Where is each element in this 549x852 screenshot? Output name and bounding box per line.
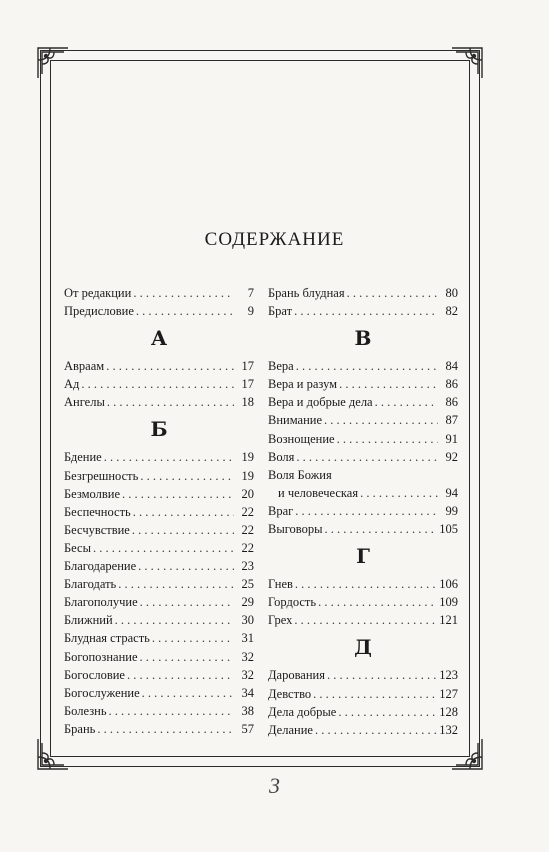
toc-entry-page: 57: [241, 721, 254, 736]
toc-entry-page: 91: [445, 431, 458, 446]
corner-ornament-icon: [36, 737, 70, 771]
dot-leader: [142, 684, 234, 702]
toc-entry-label: Бдение: [64, 450, 102, 465]
dot-leader: [337, 430, 438, 448]
toc-entry-label: Вера: [268, 359, 294, 374]
dot-leader: [138, 557, 234, 575]
toc-entry-label: Благополучие: [64, 595, 138, 610]
dot-leader: [315, 721, 437, 739]
toc-entry-page: 32: [241, 649, 254, 664]
toc-entry-page: 9: [247, 304, 254, 319]
dot-leader: [136, 302, 234, 320]
section-letter: Б: [150, 417, 168, 442]
dot-leader: [127, 666, 234, 684]
toc-entry: [268, 611, 458, 629]
dot-leader: [132, 521, 234, 539]
toc-entry-page: 82: [445, 304, 458, 319]
toc-entry-label: Ближний: [64, 613, 113, 628]
toc-entry-page: 23: [241, 559, 254, 574]
dot-leader: [152, 629, 234, 647]
toc-entry-label: Безмолвие: [64, 486, 121, 501]
toc-entry: [64, 666, 254, 684]
toc-entry-label: Богослужение: [64, 685, 140, 700]
toc-entry: [268, 448, 458, 466]
toc-entry-label: Вознощение: [268, 431, 335, 446]
dot-leader: [118, 575, 234, 593]
toc-entry-page: 22: [241, 540, 254, 555]
dot-leader: [93, 539, 234, 557]
toc-entry-label: Дарования: [268, 668, 325, 683]
toc-entry-page: 99: [445, 503, 458, 518]
dot-leader: [133, 503, 234, 521]
toc-entry-label: Вера и добрые дела: [268, 395, 373, 410]
toc-entry: [64, 302, 254, 320]
toc-entry-page: 25: [241, 577, 254, 592]
toc-entry-label: Благодать: [64, 577, 117, 592]
dot-leader: [140, 648, 234, 666]
toc-entry-page: 127: [439, 686, 458, 701]
toc-entry-page: 22: [241, 522, 254, 537]
toc-entry-page: 121: [439, 613, 458, 628]
dot-leader: [122, 485, 234, 503]
dot-leader: [140, 593, 234, 611]
section-letter: В: [354, 326, 372, 351]
toc-entry-label: Дела добрые: [268, 704, 337, 719]
toc-entry: [64, 284, 254, 302]
toc-entry-label: Враг: [268, 503, 294, 518]
toc-entry: [64, 539, 254, 557]
section-letter: Д: [354, 635, 372, 660]
toc-entry: [268, 357, 458, 375]
toc-entry: [64, 503, 254, 521]
toc-entry-label: Воля Божия: [268, 467, 332, 482]
toc-entry: [64, 393, 254, 411]
toc-entry: [268, 666, 458, 684]
toc-entry: [64, 448, 254, 466]
dot-leader: [104, 448, 234, 466]
toc-entry-label: Болезнь: [64, 703, 107, 718]
dot-leader: [106, 357, 234, 375]
toc-entry: [268, 430, 458, 448]
toc-column-right: [268, 284, 458, 739]
toc-entry-page: 38: [241, 703, 254, 718]
section-letter: Г: [356, 544, 370, 569]
dot-leader: [324, 411, 438, 429]
toc-entry-page: 31: [241, 631, 254, 646]
dot-leader: [375, 393, 438, 411]
toc-entry: [268, 520, 458, 538]
toc-entry: [64, 702, 254, 720]
toc-entry: [268, 703, 458, 721]
dot-leader: [294, 302, 438, 320]
toc-entry: [64, 575, 254, 593]
toc-entry-page: 7: [247, 286, 254, 300]
toc-entry-page: 18: [241, 395, 254, 410]
toc-entry-label: Девство: [268, 686, 312, 701]
toc-entry: [268, 575, 458, 593]
toc-entry-page: 20: [241, 486, 254, 501]
toc-entry-label: Брань блудная: [268, 286, 345, 300]
toc-entry-page: 123: [439, 668, 458, 683]
corner-ornament-icon: [450, 46, 484, 80]
dot-leader: [294, 611, 437, 629]
toc-entry-page: 34: [241, 685, 254, 700]
toc-entry: [268, 284, 458, 302]
toc-entry: [64, 375, 254, 393]
toc-entry: [268, 375, 458, 393]
toc-entry-label: Богословие: [64, 667, 125, 682]
dot-leader: [109, 702, 234, 720]
toc-entry-page: 105: [439, 522, 458, 537]
corner-ornament-icon: [36, 46, 70, 80]
dot-leader: [115, 611, 234, 629]
dot-leader: [318, 593, 437, 611]
toc-entry-page: 128: [439, 704, 458, 719]
toc-entry-label: и человеческая: [278, 485, 359, 500]
dot-leader: [339, 375, 438, 393]
toc-entry-page: 132: [439, 722, 458, 737]
toc-entry-page: 30: [241, 613, 254, 628]
dot-leader: [295, 575, 437, 593]
dot-leader: [97, 720, 234, 738]
dot-leader: [347, 284, 438, 302]
section-letter: А: [150, 326, 168, 351]
toc-entry: [268, 302, 458, 320]
toc-entry-label: Бесчувствие: [64, 522, 130, 537]
dot-leader: [327, 666, 437, 684]
toc-entry-label: Ад: [64, 377, 80, 392]
dot-leader: [81, 375, 234, 393]
toc-column-left: [64, 284, 254, 738]
toc-entry: [64, 720, 254, 738]
toc-entry-label: Брань: [64, 721, 96, 736]
toc-entry: [64, 648, 254, 666]
toc-entry-label: Вера и разум: [268, 377, 338, 392]
toc-entry: [64, 467, 254, 485]
corner-ornament-icon: [450, 737, 484, 771]
toc-entry-page: 92: [445, 449, 458, 464]
toc-entry-page: 86: [445, 395, 458, 410]
toc-entry: [268, 593, 458, 611]
toc-entry-label: Делание: [268, 722, 313, 737]
toc-entry-page: 109: [439, 595, 458, 610]
toc-entry-label: Гордость: [268, 595, 317, 610]
dot-leader: [133, 284, 234, 302]
toc-entry-page: 29: [241, 595, 254, 610]
toc-entry-page: 22: [241, 504, 254, 519]
dot-leader: [338, 703, 437, 721]
toc-entry: [268, 393, 458, 411]
toc-entry: [268, 484, 458, 502]
toc-entry-page: 17: [241, 359, 254, 374]
toc-entry-page: 86: [445, 377, 458, 392]
toc-entry-label: Авраам: [64, 359, 105, 374]
toc-entry: [64, 557, 254, 575]
dot-leader: [140, 467, 234, 485]
toc-entry-label: Бесы: [64, 540, 91, 555]
toc-entry-page: 17: [241, 377, 254, 392]
toc-entry-label: От редакции: [64, 286, 132, 300]
toc-entry-page: 87: [445, 413, 458, 428]
toc-entry-label: Безгрешность: [64, 468, 139, 483]
page-title: СОДЕРЖАНИЕ: [204, 229, 345, 250]
page-number: 3: [269, 773, 280, 798]
toc-entry-label: Предисловие: [64, 304, 134, 319]
toc-entry-label: Выговоры: [268, 522, 323, 537]
toc-entry-label: Гнев: [268, 577, 293, 592]
toc-entry: [64, 629, 254, 647]
toc-entry-label: Внимание: [268, 413, 323, 428]
toc-entry-page: 106: [439, 577, 458, 592]
toc-entry-label: Воля: [268, 449, 295, 464]
toc-entry-label: Блудная страсть: [64, 631, 150, 646]
toc-entry-label: Благодарение: [64, 559, 137, 574]
toc-entry-page: 19: [241, 468, 254, 483]
toc-entry-page: 84: [445, 359, 458, 374]
toc-entry: [268, 721, 458, 739]
toc-entry: [64, 684, 254, 702]
toc-entry: [64, 611, 254, 629]
dot-leader: [296, 357, 438, 375]
toc-entry: [268, 411, 458, 429]
toc-entry: [64, 485, 254, 503]
dot-leader: [295, 502, 438, 520]
toc-entry: [64, 593, 254, 611]
toc-entry-label: Богопознание: [64, 649, 138, 664]
toc-entry: [268, 466, 458, 484]
dot-leader: [313, 685, 437, 703]
toc-entry-page: 80: [445, 286, 458, 300]
toc-entry: [64, 521, 254, 539]
dot-leader: [107, 393, 234, 411]
toc-entry: [64, 357, 254, 375]
toc-entry-label: Брат: [268, 304, 293, 319]
toc-entry: [268, 502, 458, 520]
toc-entry-page: 94: [445, 485, 458, 500]
dot-leader: [360, 484, 438, 502]
dot-leader: [325, 520, 438, 538]
toc-entry-label: Беспечность: [64, 504, 131, 519]
toc-entry-label: Грех: [268, 613, 293, 628]
toc-entry-page: 32: [241, 667, 254, 682]
toc-entry-label: Ангелы: [64, 395, 105, 410]
toc-entry: [268, 685, 458, 703]
toc-entry-page: 19: [241, 450, 254, 465]
dot-leader: [296, 448, 438, 466]
